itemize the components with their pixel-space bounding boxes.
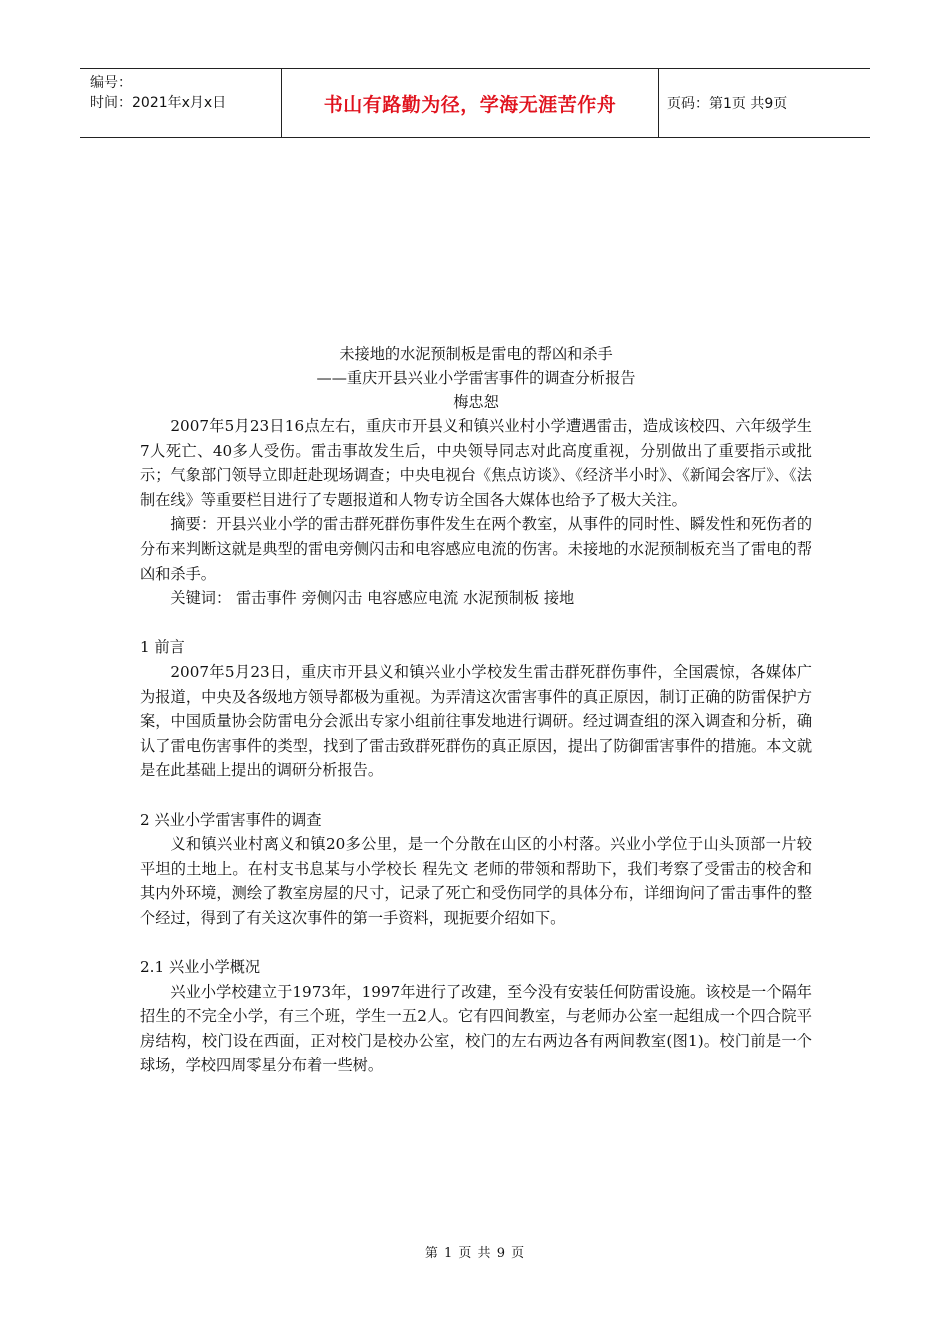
header-meta (90, 73, 226, 113)
document-title: 未接地的水泥预制板是雷电的帮凶和杀手 (339, 345, 613, 363)
page-header (80, 68, 870, 138)
spacer (140, 611, 812, 636)
intro-paragraph: 2007年5月23日16点左右，重庆市开县义和镇兴业村小学遭遇雷击，造成该校四、六年级学生7人死亡、40多人受伤。雷击事故发生后，中央领导同志对此高度重视，分别做出了重要指示或批示；气象部门领导立即赶赴现场调查；中央电视台《焦点访谈》、《经济半小时》、《新闻会客厅》、《法制在线》等重要栏目进行了专题报道和人物专访全国各大媒体也给予了极大关注。 (140, 417, 812, 509)
spacer (140, 930, 812, 955)
keywords-line: 关键词： 雷击事件 旁侧闪击 电容感应电流 水泥预制板 接地 (170, 589, 575, 608)
abstract-paragraph: 摘要：开县兴业小学的雷击群死群伤事件发生在两个教室，从事件的同时性、瞬发性和死伤者的分布来判断这就是典型的雷电旁侧闪击和电容感应电流的伤害。未接地的水泥预制板充当了雷电的帮凶和杀手。 (140, 515, 812, 583)
time-label: 时间：2021年x月x日 (90, 95, 227, 111)
page-footer: 第 1 页 共 9 页 (424, 1246, 526, 1261)
subsection-heading: 2.1 兴业小学概况 (140, 958, 261, 977)
section-heading: 1 前言 (140, 638, 185, 657)
header-motto: 书山有路勤为径，学海无涯苦作舟 (323, 93, 617, 116)
number-label: 编号： (90, 75, 132, 91)
document-author: 梅忠恕 (453, 393, 499, 411)
document-subtitle: ——重庆开县兴业小学雷害事件的调查分析报告 (316, 369, 636, 387)
section-heading: 2 兴业小学雷害事件的调查 (140, 810, 322, 829)
spacer (140, 783, 812, 808)
title-block (140, 342, 812, 414)
header-page-info: 页码：第1页 共9页 (667, 96, 788, 112)
section-paragraph: 义和镇兴业村离义和镇20多公里，是一个分散在山区的小村落。兴业小学位于山头顶部一片较平坦的土地上。在村支书息某与小学校长 程先文 老师的带领和帮助下，我们考察了受雷击的校舍和其内外环境，测绘了教室房屋的尺寸，记录了死亡和受伤同学的具体分布，详细询问了雷击事件的整个经过，得到了有关这次事件的第一手资料，现扼要介绍如下。 (140, 835, 812, 927)
document-body (140, 342, 812, 1078)
section-paragraph: 2007年5月23日，重庆市开县义和镇兴业小学校发生雷击群死群伤事件，全国震惊，各媒体广为报道，中央及各级地方领导都极为重视。为弄清这次雷害事件的真正原因，制订正确的防雷保护方案，中国质量协会防雷电分会派出专家小组前往事发地进行调研。经过调查组的深入调查和分析，确认了雷电伤害事件的类型，找到了雷击致群死群伤的真正原因，提出了防御雷害事件的措施。本文就是在此基础上提出的调研分析报告。 (140, 662, 812, 780)
section-paragraph: 兴业小学校建立于1973年，1997年进行了改建，至今没有安装任何防雷设施。该校是一个隔年招生的不完全小学，有三个班，学生一五2人。它有四间教室，与老师办公室一起组成一个四合院平房结构，校门设在西面，正对校门是校办公室，校门的左右两边各有两间教室(图1)。校门前是一个球场，学校四周零星分布着一些树。 (140, 982, 812, 1075)
